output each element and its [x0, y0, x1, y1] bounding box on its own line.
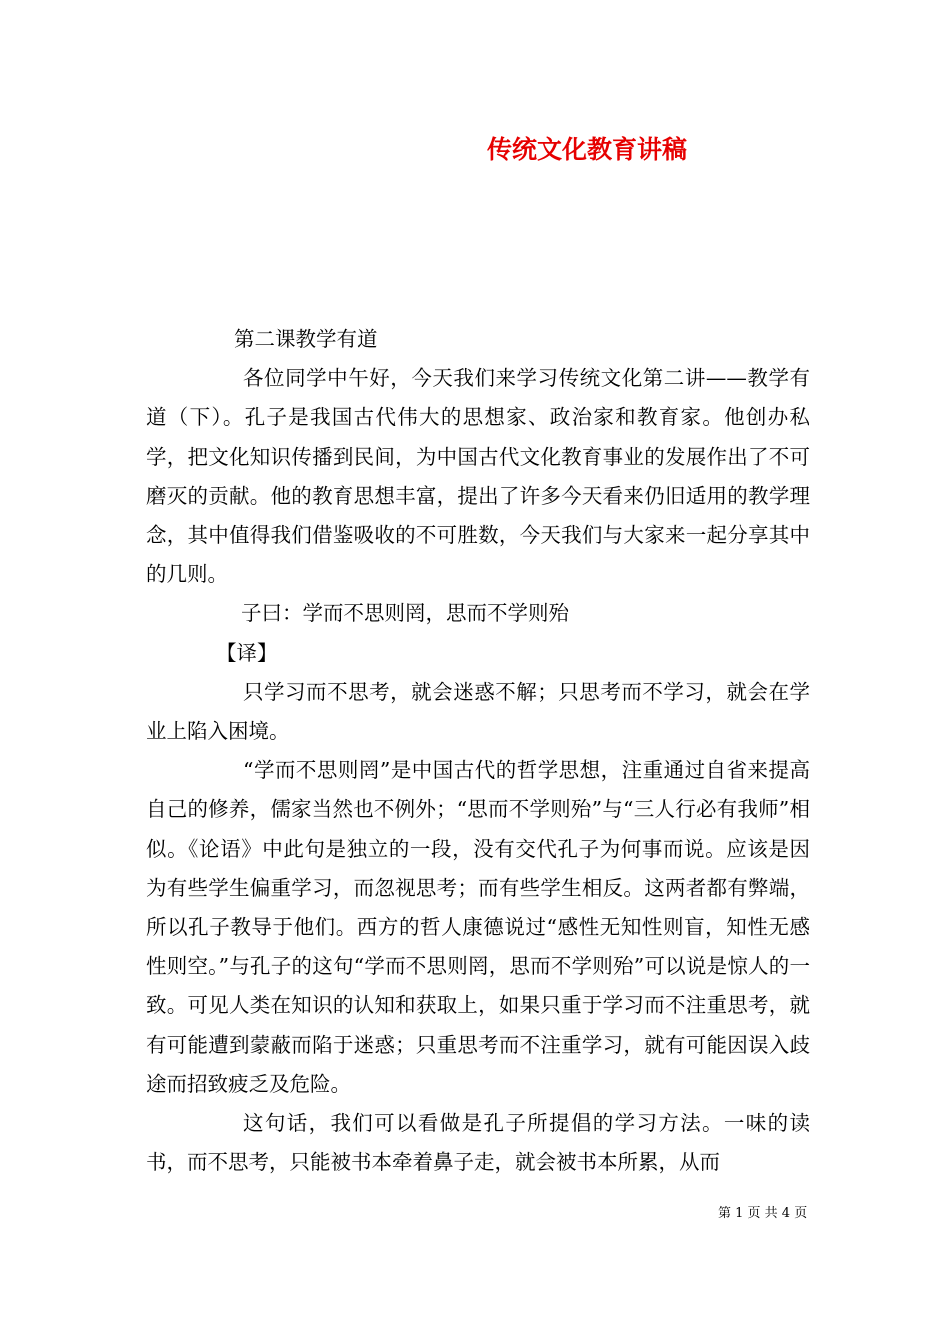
document-body	[146, 320, 810, 1182]
page-title: 传统文化教育讲稿	[487, 135, 688, 164]
method-paragraph: 这句话，我们可以看做是孔子所提倡的学习方法。一味的读书，而不思考，只能被书本牵着鼻子走，就会被书本所累，从而	[146, 1111, 810, 1175]
page-indicator: 第 1 页 共 4 页	[718, 1206, 808, 1221]
commentary-paragraph: “学而不思则罔”是中国古代的哲学思想，注重通过自省来提高自己的修养，儒家当然也不例外；“思而不学则殆”与“三人行必有我师”相似。《论语》中此句是独立的一段，没有交代孔子为何事而说。应该是因为有些学生偏重学习，而忽视思考；而有些学生相反。这两者都有弊端，所以孔子教导于他们。西方的哲人康德说过“感性无知性则盲，知性无感性则空。”与孔子的这句“学而不思则罔，思而不学则殆”可以说是惊人的一致。可见人类在知识的认知和获取上，如果只重于学习而不注重思考，就有可能遭到蒙蔽而陷于迷惑；只重思考而不注重学习，就有可能因误入歧途而招致疲乏及危险。	[146, 758, 810, 1096]
translation-label: 【译】	[216, 640, 278, 665]
confucius-quote: 子曰：学而不思则罔，思而不学则殆	[241, 601, 569, 626]
translation-paragraph: 只学习而不思考，就会迷惑不解；只思考而不学习，就会在学业上陷入困境。	[146, 679, 810, 744]
intro-paragraph: 各位同学中午好，今天我们来学习传统文化第二讲——教学有道（下）。孔子是我国古代伟大的思想家、政治家和教育家。他创办私学，把文化知识传播到民间，为中国古代文化教育事业的发展作出了不可磨灭的贡献。他的教育思想丰富，提出了许多今天看来仍旧适用的教学理念，其中值得我们借鉴吸收的不可胜数，今天我们与大家来一起分享其中的几则。	[146, 366, 810, 587]
lesson-heading: 第二课教学有道	[234, 327, 378, 351]
